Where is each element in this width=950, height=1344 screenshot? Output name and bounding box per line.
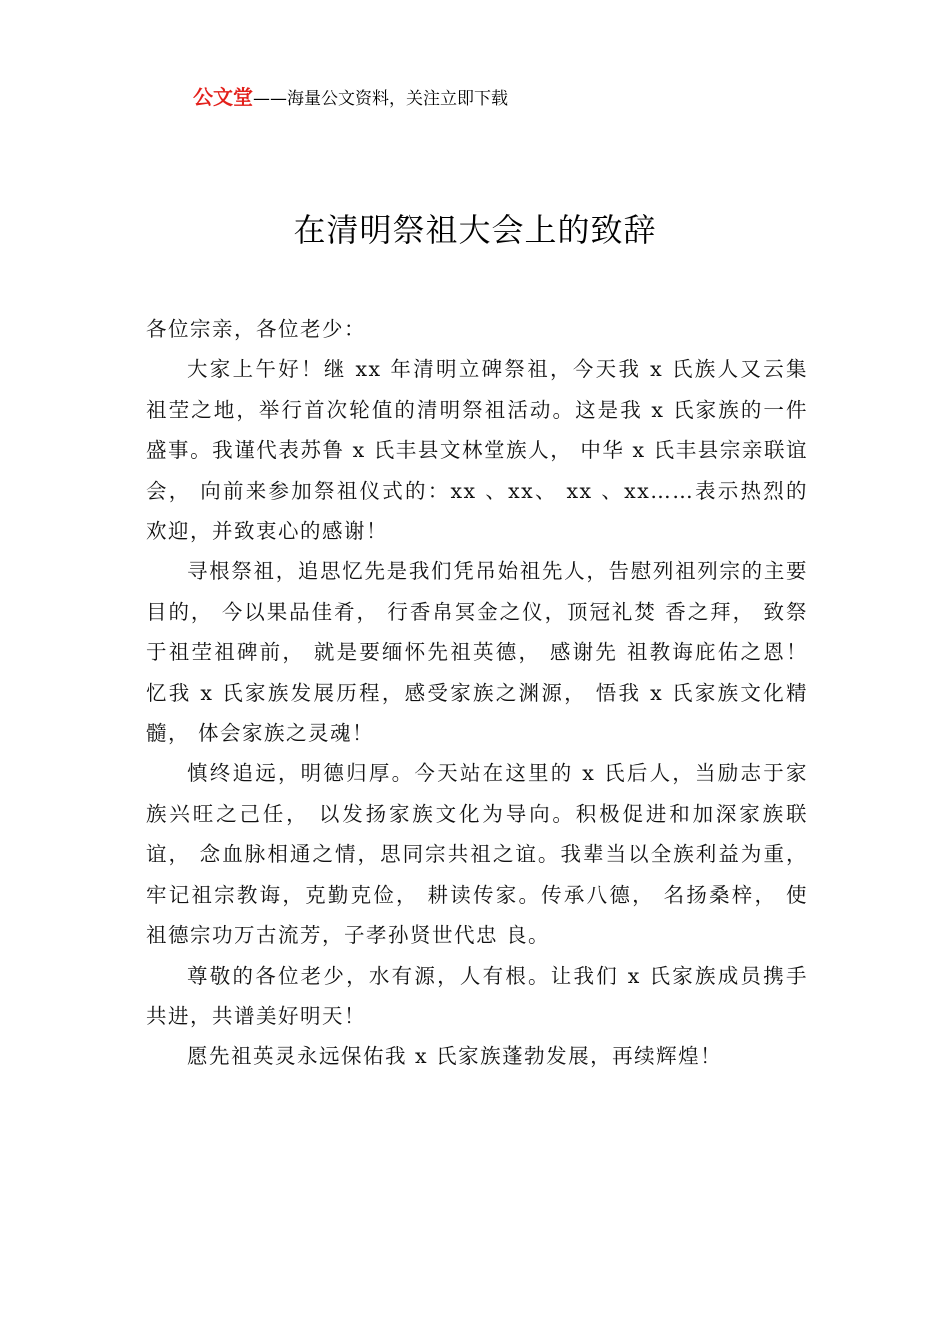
salutation: 各位宗亲，各位老少：	[146, 317, 366, 341]
paragraph: 大家上午好！继 xx 年清明立碑祭祖，今天我 x 氏族人又云集祖茔之地，举行首次轮值的清明祭祖活动。这是我 x 氏家族的一件盛事。我谨代表苏鲁 x 氏丰县文林堂族人， 中华 x 氏丰县宗亲联谊会， 向前来参加祭祖仪式的：xx 、xx、 xx 、xx……表示热烈的欢迎，并致衷心的感谢！	[146, 357, 808, 544]
page-header	[193, 84, 508, 112]
document-title: 在清明祭祖大会上的致辞	[293, 211, 657, 249]
document-body	[146, 309, 808, 1077]
header-tagline: ——海量公文资料，关注立即下载	[253, 89, 508, 109]
paragraph: 寻根祭祖，追思忆先是我们凭吊始祖先人，告慰列祖列宗的主要目的， 今以果品佳肴， 行香帛冥金之仪，顶冠礼焚 香之拜， 致祭于祖茔祖碑前， 就是要缅怀先祖英德， 感谢先 祖教诲庇佑之恩！忆我 x 氏家族发展历程，感受家族之渊源， 悟我 x 氏家族文化精髓， 体会家族之灵魂！	[146, 559, 808, 746]
paragraph: 慎终追远，明德归厚。今天站在这里的 x 氏后人，当励志于家族兴旺之己任， 以发扬家族文化为导向。积极促进和加深家族联谊， 念血脉相通之情，思同宗共祖之谊。我辈当以全族利益为重，牢记祖宗教诲，克勤克俭， 耕读传家。传承八德， 名扬桑梓， 使祖德宗功万古流芳，子孝孙贤世代忠 良。	[146, 761, 808, 948]
paragraph: 愿先祖英灵永远保佑我 x 氏家族蓬勃发展，再续辉煌！	[187, 1044, 723, 1069]
paragraph: 尊敬的各位老少，水有源，人有根。让我们 x 氏家族成员携手共进，共谱美好明天！	[146, 963, 808, 1028]
brand-name: 公文堂	[193, 85, 253, 109]
